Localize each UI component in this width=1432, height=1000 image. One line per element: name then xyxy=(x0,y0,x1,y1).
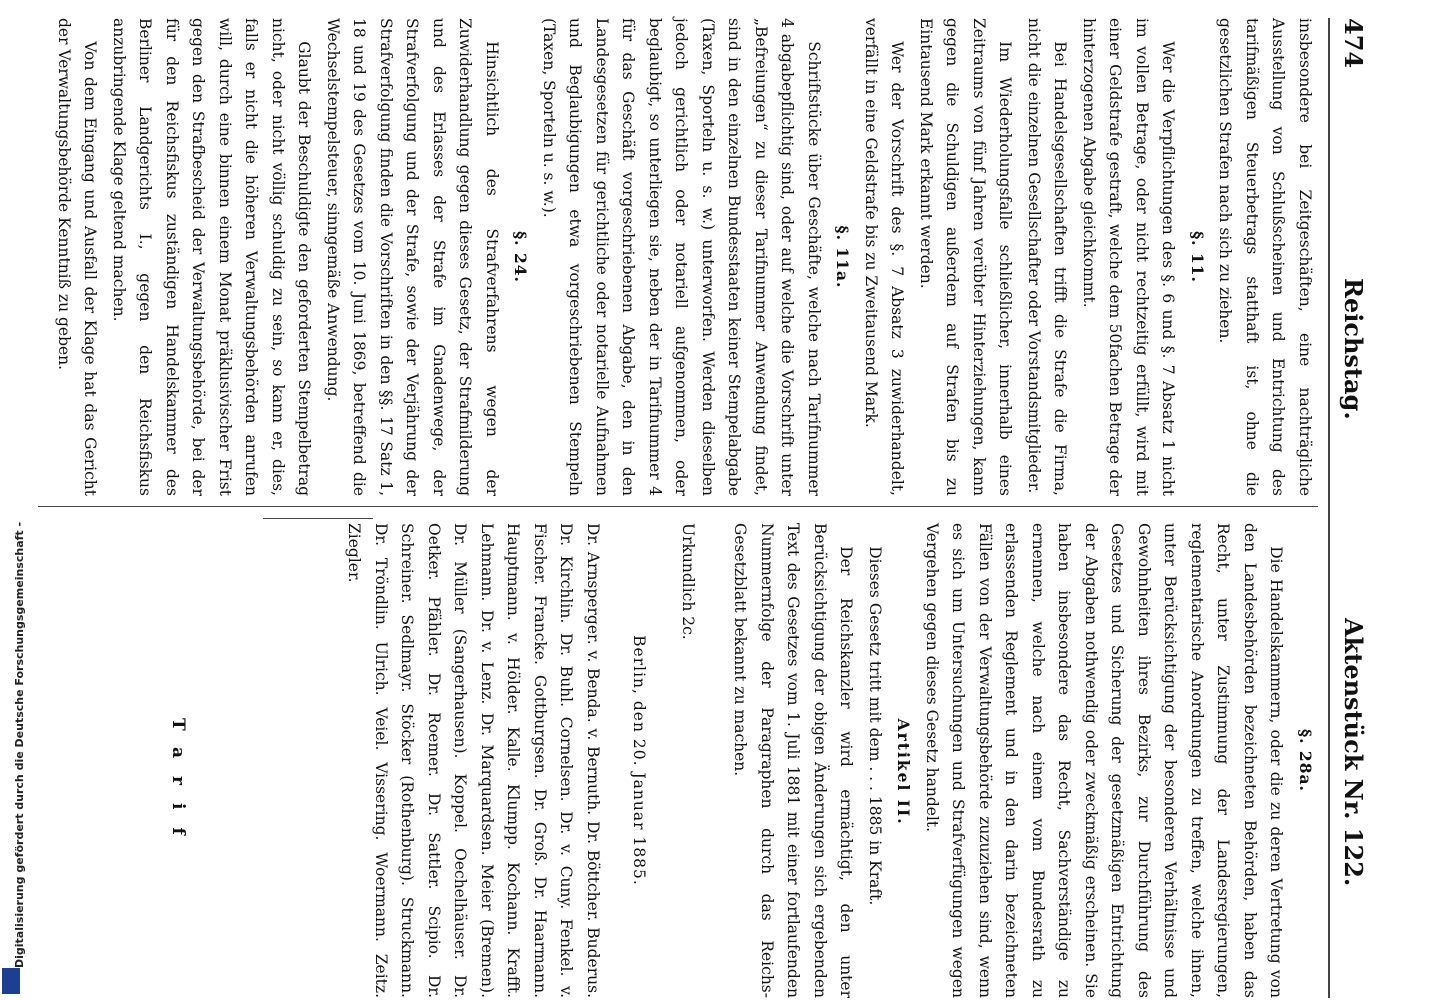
paragraph: Die Handelskammern, oder die zu deren Vertretung von den Landesbehörden bezeichneten Behörden, haben das Recht, unter Zustimmung der Landesregierungen, reglementarische Anordnungen zu treffen, welche ihnen, unter Berücksichtigung der besonderen Verhältnisse und Gewohnheiten ihres Bezirks, zur Durchführung des Gesetzes und Sicherung der gesetzmäßigen Entrichtung der Abgaben nothwendig oder zweckmäßig erscheinen. Sie haben insbesondere das Recht, Sachverständige zu ernennen, welche nach einem vom Bundesrath zu erlassenden Reglement und in den darin bezeichneten Fällen von der Verwaltungsbehörde zuzuziehen sind, wenn es sich um Untersuchungen und Strafverfügungen wegen Vergehen gegen dieses Gesetz handelt. xyxy=(923,523,1286,998)
document-number: Aktenstück Nr. 122. xyxy=(1339,618,1368,887)
paragraph: Glaubt der Beschuldigte den geforderten Stempelbetrag nicht, oder nicht völlig schuldig zu sein, so kann er, dies, falls er nicht die höheren Verwaltungsbehörden anrufen will, durch eine binnen einem Monat präklusivischer Frist gegen den Strafbescheid der Verwaltungsbehörde, bei der für den Reichsfiskus zuständigen Handelskammer des Berliner Landgerichts I., gegen den Reichsfiskus anzubringende Klage geltend machen. xyxy=(110,18,314,496)
signatories: Dr. Arnsperger. v. Benda. v. Bernuth. Dr. Böttcher. Buderus. Dr. Kirchlin. Dr. Buhl. Cornelsen. Dr. v. Cuny. Fenkel. v. Fischer. Francke. Gottburgsen. Dr. Groß. Dr. Haarmann. Hauptmann. v. Hölder. Kalle. Klumpp. Kochann. Krafft. Lehmann. Dr. v. Lenz. Dr. Marquardsen. Meier (Bremen). Dr. Müller (Sangerhausen). Koppel. Oechelhäuser. Dr. Oetker. Pfähler. Dr. Roemer. Dr. Sattler. Scipio. Dr. Schreiner. Sedlmayr. Stöcker (Rothenburg). Struckmann. Dr. Tröndlin. Ulrich. Veiel. Vissering. Woermann. Zeitz. Ziegler. xyxy=(345,523,602,998)
paragraph: Hinsichtlich des Strafverfahrens wegen der Zuwiderhandlung gegen dieses Gesetz, der Strafmilderung und des Erlasses der Strafe im Gnadenwege, der Strafverfolgung und der Strafe, sowie der Verjährung der Strafverfolgung finden die Vorschriften in den §§. 17 Satz 1, 18 und 19 des Gesetzes vom 10. Juni 1869, betreffend die Wechselstempelsteuer, sinngemäße Anwendung. xyxy=(324,18,501,496)
tarif-heading: Tarif xyxy=(168,718,188,853)
section-heading: §. 24. xyxy=(511,231,531,283)
paragraph: Bei Handelsgesellschaften trifft die Strafe die Firma, nicht die einzelnen Gesellschafter oder Vorstandsmitglieder. xyxy=(1025,18,1070,496)
right-column xyxy=(339,523,1318,998)
digitization-credit-strip xyxy=(0,0,26,1000)
section-heading: §. 11. xyxy=(1188,231,1207,283)
witness-clause: Urkundlich 2c. xyxy=(679,523,697,640)
paragraph: Der Reichskanzler wird ermächtigt, den unter Berücksichtigung der obigen Änderungen sich ergebenden Text des Gesetzes vom 1. Juli 1881 mit einer fortlaufenden Nummernfolge der Paragraphen durch das Reichs-Gesetzblatt bekannt zu machen. xyxy=(731,523,856,998)
paragraph: insbesondere bei Zeitgeschäften, eine nachträgliche Ausstellung von Schlußscheinen und Entrichtung des tarifmäßigen Steuerbetrags statthaft ist, ohne die gesetzlichen Strafen nach sich zu ziehen. xyxy=(1216,18,1314,496)
left-column xyxy=(49,18,1319,496)
section-heading: §. 11a. xyxy=(833,225,853,289)
paragraph: Von dem Eingang und Ausfall der Klage hat das Gericht der Verwaltungsbehörde Kenntniß zu geben. xyxy=(55,18,100,496)
header-rule xyxy=(1328,18,1330,998)
running-head: Reichstag. xyxy=(1339,278,1368,420)
article-heading: Artikel II. xyxy=(894,718,914,826)
paragraph: Im Wiederholungsfalle schließlicher, innerhalb eines Zeitraums von fünf Jahren verübter Hinterziehungen, kann gegen die Schuldigen außerdem auf Strafen bis zu Eintausend Mark erkannt werden. xyxy=(917,18,1015,496)
column-divider xyxy=(38,506,1318,507)
rotated-document xyxy=(48,18,1368,998)
date-line: Berlin, den 20. Januar 1885. xyxy=(630,635,649,886)
dfg-logo xyxy=(2,968,20,994)
stray-rule xyxy=(263,518,373,519)
paragraph: Wer die Verpflichtungen des §. 6 und §. 7 Absatz 1 nicht im vollen Betrage, oder nicht rechtzeitig erfüllt, wird mit einer Geldstrafe gestraft, welche dem 50fachen Betrage der hinterzogenen Abgabe gleichkommt. xyxy=(1080,18,1178,496)
page-number: 474 xyxy=(1339,18,1368,69)
paragraph: Dieses Gesetz tritt mit dem . . . 1885 in Kraft. xyxy=(866,546,884,906)
paragraph: Schriftstücke über Geschäfte, welche nach Tarifnummer 4 abgabepflichtig sind, oder auf welche die Vorschrift unter „Befreiungen“ zu dieser Tarifnummer Anwendung findet, sind in den einzelnen Bundesstaaten keiner Stempelabgabe (Taxen, Sporteln u. s. w.) unterworfen. Werden dieselben jedoch gerichtlich oder notariell aufgenommen, oder beglaubigt, so unterliegen sie, neben der in Tarifnummer 4 für das Geschäft vorgeschriebenen Abgabe, den in den Landesgesetzen für gerichtliche oder notarielle Aufnahmen und Beglaubigungen etwa vorgeschriebenen Stempeln (Taxen, Sporteln u. s. w.). xyxy=(540,18,823,496)
digitization-credit: Digitalisierung gefördert durch die Deutsche Forschungsgemeinschaft - xyxy=(13,521,26,968)
section-heading: §. 28a. xyxy=(1296,729,1315,792)
paragraph: Wer der Vorschrift des §. 7 Absatz 3 zuwiderhandelt, verfällt in eine Geldstrafe bis zu Zweitausend Mark. xyxy=(862,18,907,496)
